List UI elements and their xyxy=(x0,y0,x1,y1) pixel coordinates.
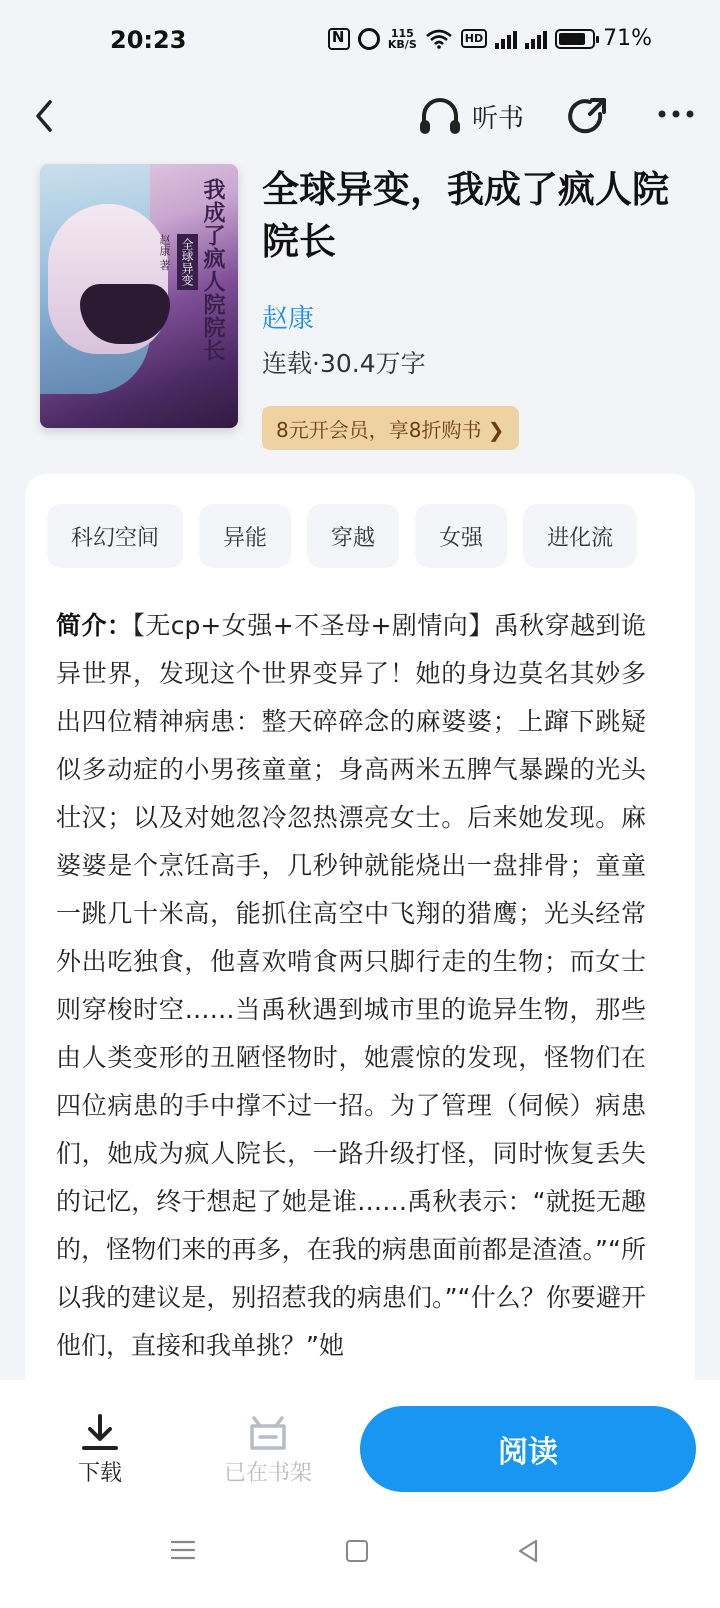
cover-subtitle: 全球异变 xyxy=(177,234,198,290)
hd-icon: HD xyxy=(461,29,487,48)
cover-title: 我成了疯人院院长 xyxy=(200,178,225,362)
download-label: 下载 xyxy=(77,1461,122,1486)
battery-icon xyxy=(555,29,595,49)
more-icon[interactable] xyxy=(656,104,696,124)
recent-apps-icon[interactable] xyxy=(170,1538,196,1562)
wifi-icon xyxy=(425,29,453,49)
listen-label: 听书 xyxy=(472,103,525,134)
system-nav-bar xyxy=(0,1516,720,1608)
vip-promo-button[interactable]: 8元开会员，享8折购书 ❯ xyxy=(262,406,519,450)
back-icon[interactable] xyxy=(28,96,64,136)
tag-chip[interactable]: 穿越 xyxy=(307,504,399,568)
listen-button[interactable] xyxy=(418,96,524,136)
bookshelf-icon xyxy=(246,1412,290,1452)
tag-chip[interactable]: 进化流 xyxy=(523,504,637,568)
author-link[interactable]: 赵康 xyxy=(262,304,315,334)
status-bar xyxy=(0,0,720,84)
book-intro[interactable] xyxy=(56,602,646,1370)
detail-card xyxy=(25,474,695,1474)
tag-chip[interactable]: 异能 xyxy=(199,504,291,568)
intro-text: 【无cp+女强+不圣母+剧情向】禹秋穿越到诡异世界，发现这个世界变异了！她的身边莫名其妙多出四位精神病患：整天碎碎念的麻婆婆；上蹿下跳疑似多动症的小男孩童童；身高两米五脾气暴躁的光头壮汉；以及对她忽冷忽热漂亮女士。后来她发现。麻婆婆是个烹饪高手，几秒钟就能烧出一盘排骨；童童一跳几十米高，能抓住高空中飞翔的猎鹰；光头经常外出吃独食，他喜欢啃食两只脚行走的生物；而女士则穿梭时空……当禹秋遇到城市里的诡异生物，那些由人类变形的丑陋怪物时，她震惊的发现，怪物们在四位病患的手中撑不过一招。为了管理（伺候）病患们，她成为疯人院长，一路升级打怪，同时恢复丢失的记忆，终于想起了她是谁……禹秋表示：“就挺无趣的，怪物们来的再多，在我的病患面前都是渣渣。”“所以我的建议是，别招惹我的病患们。”“什么？你要避开他们，直接和我单挑？”她 xyxy=(56,611,646,1360)
headphones-icon xyxy=(418,96,462,136)
book-title: 全球异变，我成了疯人院院长 xyxy=(262,168,669,263)
on-shelf-button xyxy=(208,1412,328,1487)
tag-chip[interactable]: 科幻空间 xyxy=(47,504,183,568)
tag-chip[interactable]: 女强 xyxy=(415,504,507,568)
book-meta: 连载·30.4万字 xyxy=(262,349,426,378)
net-speed: 115 KB/S xyxy=(387,26,417,51)
intro-label: 简介： xyxy=(56,611,133,640)
system-back-icon[interactable] xyxy=(516,1538,540,1564)
download-icon xyxy=(80,1412,120,1452)
nfc-icon xyxy=(328,28,350,50)
cover-author: 赵康 著 xyxy=(158,234,171,271)
signal-5g-icon xyxy=(525,29,547,49)
book-cover[interactable] xyxy=(40,164,238,428)
status-icons xyxy=(328,26,652,51)
alarm-icon xyxy=(358,28,380,50)
top-nav xyxy=(0,84,720,148)
battery-percent: 71% xyxy=(603,26,652,51)
tag-fade xyxy=(625,504,695,568)
on-shelf-label: 已在书架 xyxy=(223,1461,312,1486)
tag-list xyxy=(47,504,695,568)
share-icon[interactable] xyxy=(566,96,608,138)
bottom-action-bar xyxy=(0,1380,720,1516)
signal-5g-icon xyxy=(495,29,517,49)
home-icon[interactable] xyxy=(346,1540,368,1562)
download-button[interactable] xyxy=(62,1412,138,1487)
read-button[interactable]: 阅读 xyxy=(360,1406,696,1492)
status-time: 20:23 xyxy=(110,26,187,54)
